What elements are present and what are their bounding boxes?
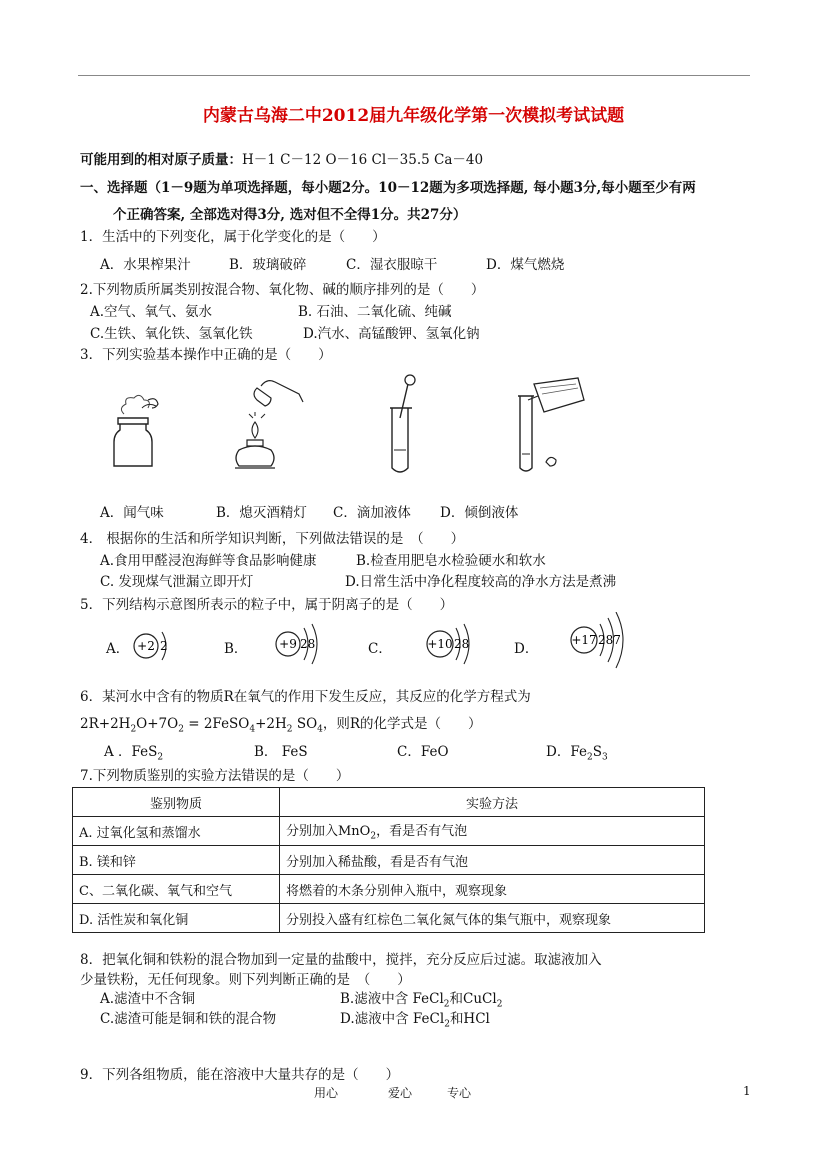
eq-sub: 4 (249, 724, 256, 735)
q6-option-d (546, 743, 608, 767)
table-cell: A. 过氧化氢和蒸馏水 (73, 817, 280, 846)
section1-line2: 个正确答案, 全部选对得3分, 选对但不全得1分。共27分） (113, 207, 467, 223)
q3-option-d: D．倾倒液体 (440, 505, 519, 521)
opt-sub: 2 (443, 999, 450, 1010)
atom-c-shells: 28 (454, 637, 470, 651)
cell-text: ，看是否有气泡 (376, 824, 468, 840)
q4-option-b: B.检查用肥皂水检验硬水和软水 (356, 553, 546, 569)
table-row (73, 875, 705, 904)
q2-option-a: A.空气、氧气、氨水 (90, 304, 213, 320)
opt-sub: 2 (444, 1019, 450, 1030)
footer-text-3: 专心 (447, 1086, 472, 1100)
atom-diagram-d (568, 612, 648, 672)
q3-option-a: A．闻气味 (100, 505, 164, 521)
atom-d-shells: 287 (598, 633, 621, 647)
opt-text: 和HCl (449, 1011, 490, 1027)
opt-text: A ．FeS (104, 744, 158, 760)
section1-line1: 一、选择题（1－9题为单项选择题，每小题2分。10－12题为多项选择题, 每小题3分,每小题至少有两 (80, 180, 696, 196)
opt-sub: 2 (157, 752, 164, 763)
table-header-cell: 实验方法 (280, 788, 705, 817)
atomic-mass-line (80, 151, 483, 169)
table-cell (280, 817, 705, 846)
footer-text-2: 爱心 (388, 1086, 413, 1100)
opt-sub: 2 (496, 999, 503, 1010)
atom-a-shells: 2 (160, 639, 168, 653)
eq-part: +2H (255, 716, 287, 732)
eq-part: SO (292, 716, 318, 732)
eq-sub: 2 (130, 724, 137, 735)
table-cell: C、二氧化碳、氧气和空气 (73, 875, 280, 904)
q5-option-a: A． (106, 641, 130, 657)
table-cell: 分别投入盛有红棕色二氧化氮气体的集气瓶中，观察现象 (280, 904, 705, 933)
eq-sub: 4 (317, 724, 323, 735)
footer-text-1: 用心 (314, 1086, 339, 1100)
q8-line2: 少量铁粉，无任何现象。则下列判断正确的是 （ ） (80, 972, 411, 988)
q3-option-c: C．滴加液体 (333, 505, 411, 521)
q5-option-d: D． (514, 641, 539, 657)
figure-dropper (380, 372, 430, 476)
q5-stem: 5．下列结构示意图所表示的粒子中，属于阴离子的是（ ） (80, 597, 454, 613)
opt-sub: 3 (601, 752, 608, 763)
page-title: 内蒙古乌海二中2012届九年级化学第一次模拟考试试题 (202, 106, 625, 126)
q1-option-a: A．水果榨果汁 (100, 257, 191, 273)
q4-option-c: C. 发现煤气泄漏立即开灯 (100, 574, 254, 590)
q4-stem: 4． 根据你的生活和所学知识判断，下列做法错误的是 （ ） (80, 531, 465, 547)
q2-option-c: C.生铁、氧化铁、氢氧化铁 (90, 326, 253, 342)
atom-diagram-c (424, 620, 494, 670)
atomic-mass-values: H－1 C－12 O－16 Cl－35.5 Ca－40 (242, 152, 484, 168)
q1-option-b: B．玻璃破碎 (229, 257, 307, 273)
opt-text: B.滤液中含 FeCl (340, 991, 444, 1007)
q1-stem: 1．生活中的下列变化，属于化学变化的是（ ） (80, 229, 386, 245)
figure-pour-liquid (506, 374, 596, 474)
table-row (73, 904, 705, 933)
q9-stem: 9．下列各组物质，能在溶液中大量共存的是（ ） (80, 1067, 400, 1083)
cell-sub: 2 (370, 831, 377, 842)
atom-diagram-b (272, 620, 342, 670)
cell-text: 分别加入MnO (286, 824, 371, 840)
q6-option-a (104, 743, 163, 767)
opt-sub: 2 (586, 752, 593, 763)
q1-option-c: C．湿衣服晾干 (346, 257, 438, 273)
q6-equation (80, 715, 482, 739)
q3-stem: 3．下列实验基本操作中正确的是（ ） (80, 347, 332, 363)
page-number: 1 (743, 1084, 751, 1098)
table-cell: D. 活性炭和氧化铜 (73, 904, 280, 933)
opt-text: D.滤液中含 FeCl (340, 1011, 445, 1027)
eq-sub: 2 (286, 724, 293, 735)
atom-c-nucleus: +10 (427, 637, 453, 651)
q6-stem: 6．某河水中含有的物质R在氧气的作用下发生反应，其反应的化学方程式为 (80, 689, 531, 705)
table-header-cell: 鉴别物质 (73, 788, 280, 817)
q4-option-d: D.日常生活中净化程度较高的净水方法是煮沸 (345, 574, 617, 590)
table-cell: 分别加入稀盐酸，看是否有气泡 (280, 846, 705, 875)
eq-part: O+7O (136, 716, 179, 732)
q7-table (72, 787, 705, 933)
table-cell: 将燃着的木条分别伸入瓶中，观察现象 (280, 875, 705, 904)
atom-d-nucleus: +17 (571, 633, 597, 647)
q4-option-a: A.食用甲醛浸泡海鲜等食品影响健康 (100, 553, 317, 569)
header-rule (78, 75, 750, 76)
q2-stem: 2.下列物质所属类别按混合物、氧化物、碱的顺序排列的是（ ） (80, 282, 485, 298)
table-row (73, 846, 705, 875)
table-header-row (73, 788, 705, 817)
q8-line1: 8．把氧化铜和铁粉的混合物加到一定量的盐酸中，搅拌，充分反应后过滤。取滤液加入 (80, 952, 602, 968)
q6-option-b: B． FeS (254, 744, 308, 760)
atom-diagram-a (130, 626, 190, 666)
atom-b-nucleus: +9 (279, 637, 297, 651)
q7-stem: 7.下列物质鉴别的实验方法错误的是（ ） (80, 768, 350, 784)
q6-option-c: C．FeO (397, 744, 449, 760)
eq-sub: 2 (178, 724, 184, 735)
q8-option-a: A.滤渣中不含铜 (100, 991, 196, 1007)
figure-smell-gas (104, 390, 164, 470)
q5-option-b: B． (224, 641, 248, 657)
eq-part: ，则R的化学式是（ ） (322, 716, 482, 732)
opt-text: 和CuCl (449, 991, 497, 1007)
opt-text: D．Fe (546, 744, 587, 760)
opt-text: S (592, 744, 602, 760)
atom-b-shells: 28 (300, 637, 316, 651)
atom-a-nucleus: +2 (137, 639, 155, 653)
table-cell: B. 镁和锌 (73, 846, 280, 875)
eq-part: 2R+2H (80, 716, 131, 732)
q2-option-b: B. 石油、二氧化硫、纯碱 (298, 304, 452, 320)
q5-option-c: C． (368, 641, 392, 657)
table-row (73, 817, 705, 846)
figure-alcohol-lamp (225, 374, 305, 474)
q8-option-d (340, 1010, 490, 1034)
q8-option-c: C.滤渣可能是铜和铁的混合物 (100, 1011, 277, 1027)
atomic-mass-label: 可能用到的相对原子质量： (80, 152, 242, 168)
q1-option-d: D．煤气燃烧 (486, 257, 565, 273)
q2-option-d: D.汽水、高锰酸钾、氢氧化钠 (303, 326, 480, 342)
eq-part: = 2FeSO (183, 716, 250, 732)
q3-option-b: B．熄灭酒精灯 (216, 505, 307, 521)
